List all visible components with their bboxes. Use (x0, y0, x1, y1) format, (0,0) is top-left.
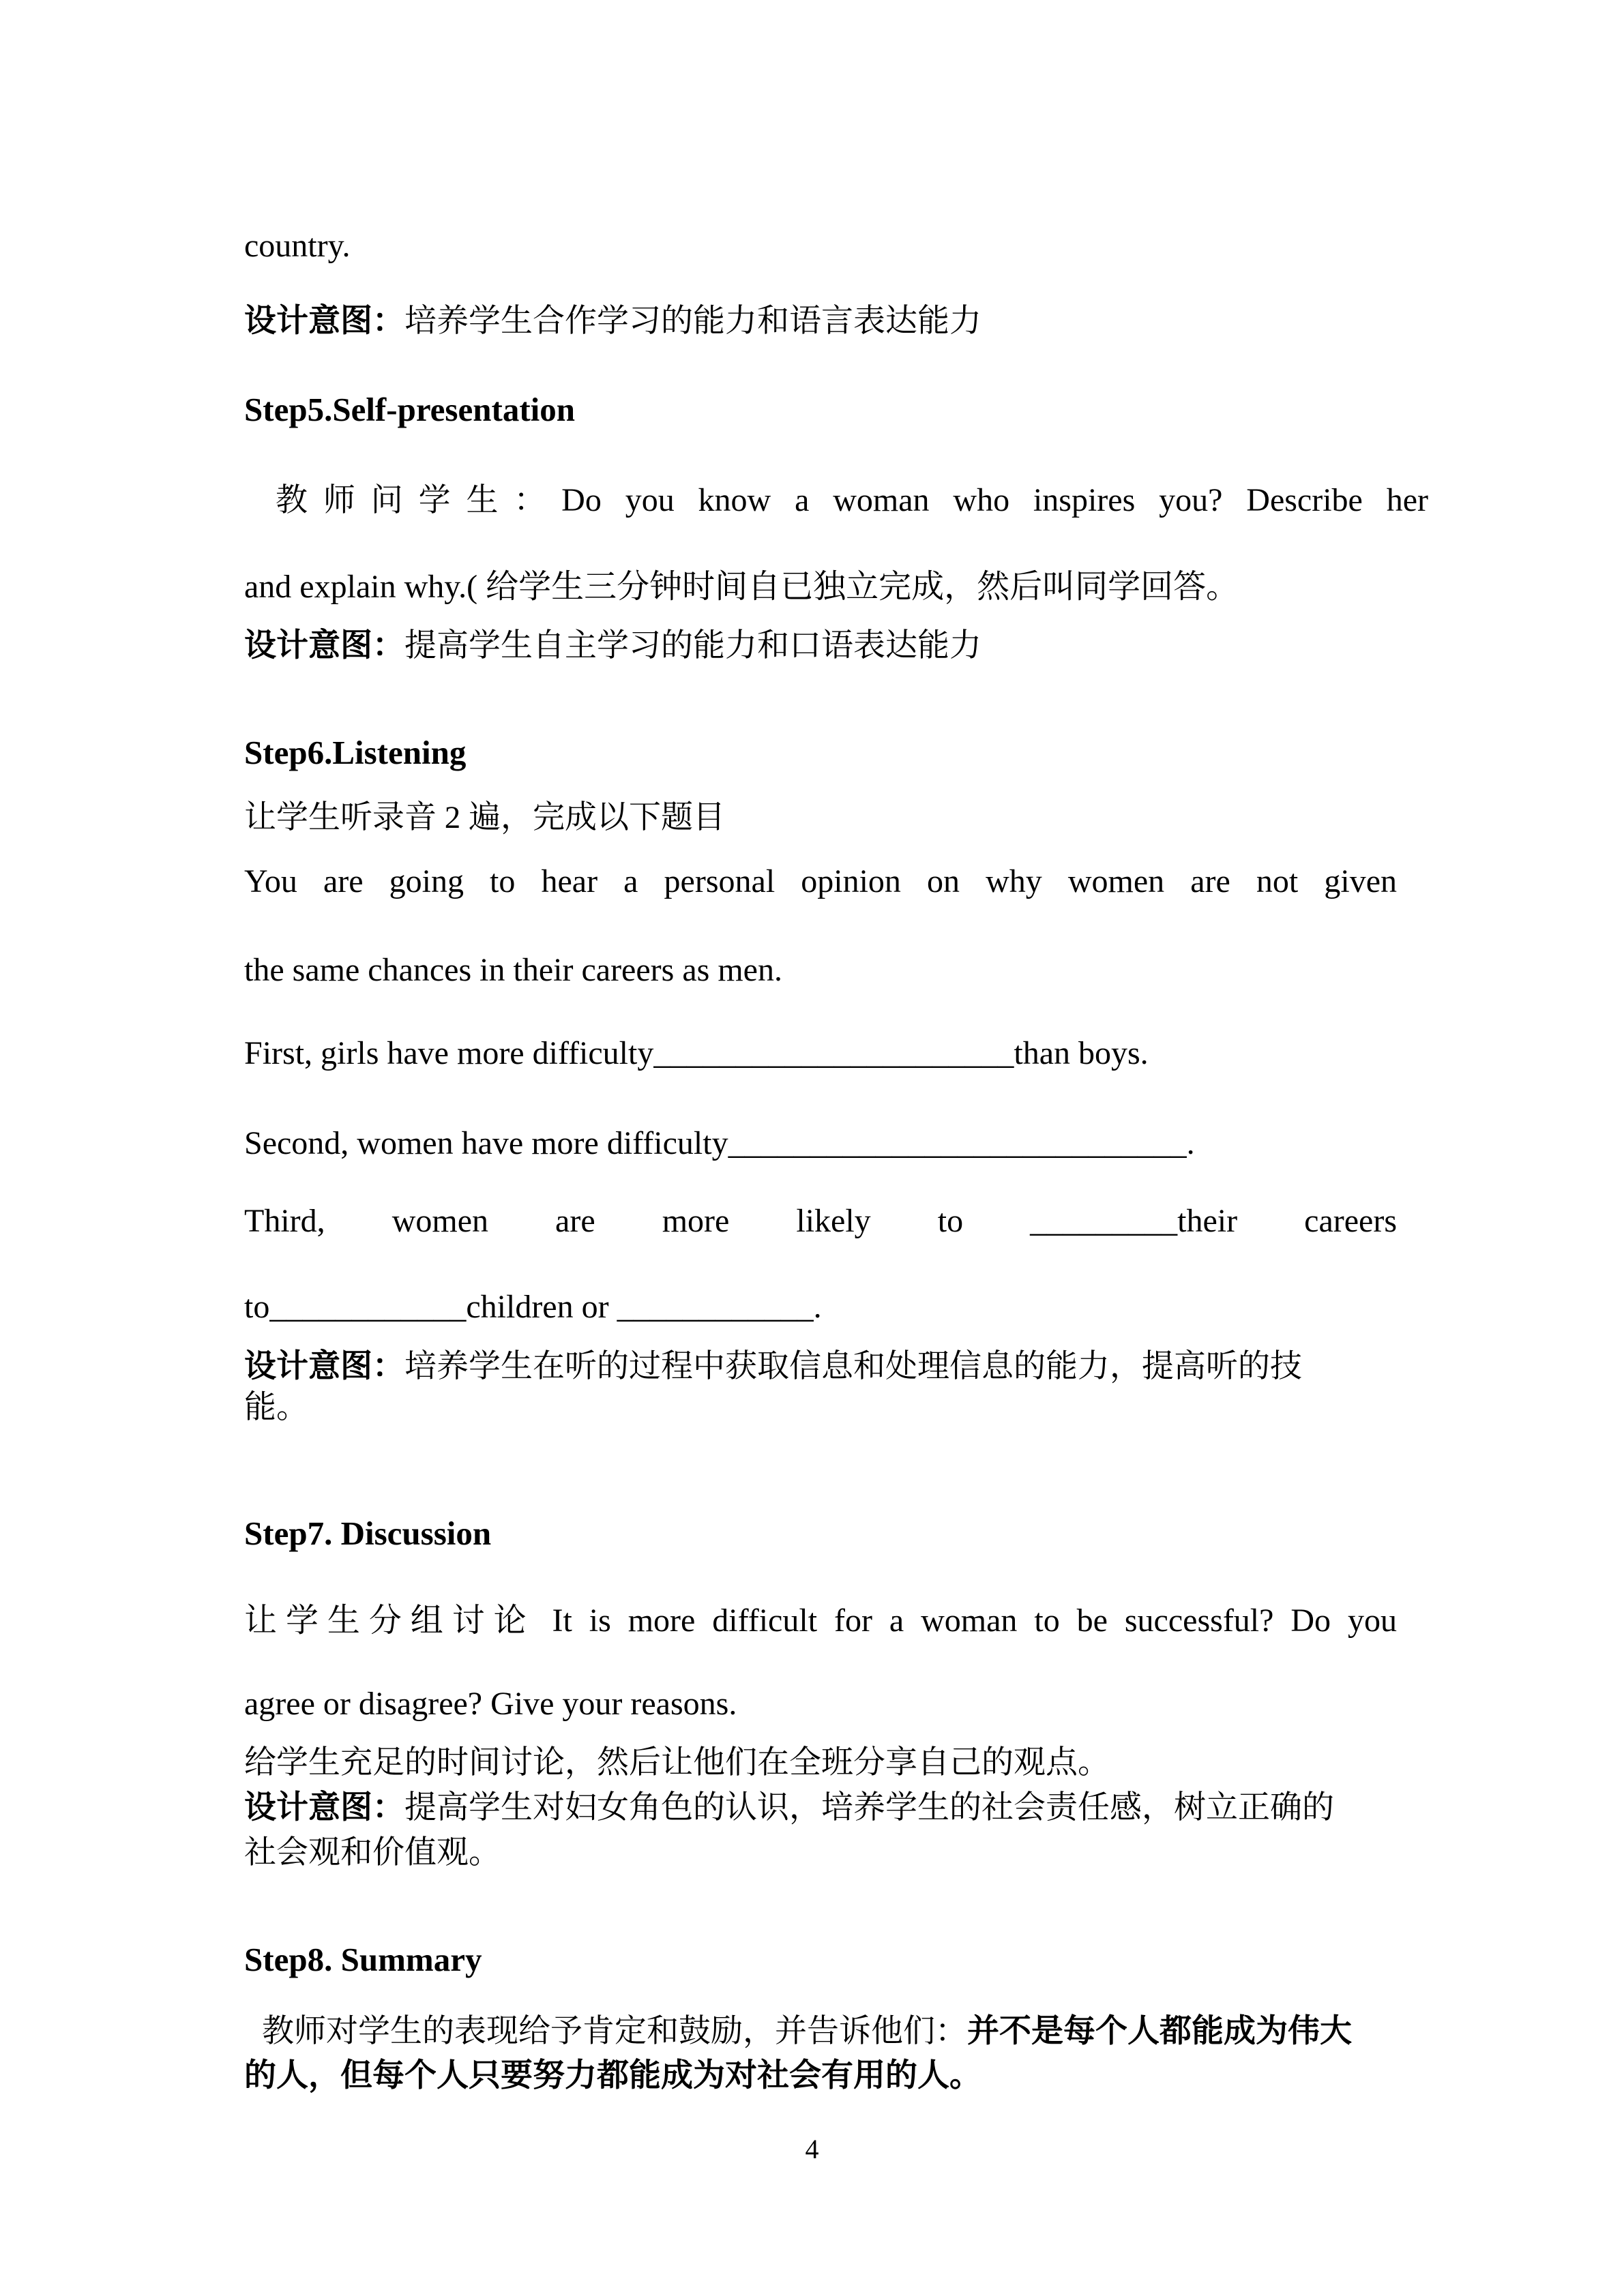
listening-question-3-line1: Third, women are more likely to _________their careers (244, 1203, 1397, 1239)
summary-regular-text: 教师对学生的表现给予肯定和鼓励，并告诉他们： (262, 2014, 967, 2049)
step5-prompt-cont-text: and explain why.( 给学生三分钟时间自已独立完成，然后叫同学回答。 (244, 569, 1239, 605)
step5-title: Step5.Self-presentation (244, 391, 575, 428)
design-intent-3-line2: 能。 (244, 1390, 308, 1425)
discussion-line3: 给学生充足的时间讨论，然后让他们在全班分享自己的观点。 (244, 1745, 1110, 1780)
page-number: 4 (805, 2134, 819, 2164)
listening-question-2 (244, 1124, 1397, 1163)
design-intent-label: 设计意图： (244, 628, 404, 664)
design-intent-label: 设计意图： (244, 1349, 404, 1384)
step5-prompt-continuation (244, 567, 1397, 607)
q1-blank: ______________________ (653, 1035, 1014, 1071)
step5-prompt-line (244, 481, 1428, 520)
listening-passage-line1: You are going to hear a personal opinion on why women are not given (244, 863, 1397, 899)
design-intent-label: 设计意图： (244, 1790, 404, 1825)
q1-text: First, girls have more difficulty (244, 1035, 654, 1071)
design-intent-text: 培养学生在听的过程中获取信息和处理信息的能力，提高听的技 (404, 1349, 1302, 1384)
country-text: country. (244, 228, 351, 264)
design-intent-2 (244, 626, 1397, 666)
discussion-line1: 让学生分组讨论 It is more difficult for a woman to be successful? Do you (244, 1602, 1397, 1639)
step8-title: Step8. Summary (244, 1941, 482, 1978)
listening-passage-line2: the same chances in their careers as men. (244, 952, 782, 988)
step7-title: Step7. Discussion (244, 1515, 492, 1552)
design-intent-4-line1 (244, 1788, 1397, 1828)
step5-prompt-english: Do you know a woman who inspires you? Describe her (561, 482, 1429, 518)
paragraph-country (244, 226, 1397, 266)
q1-text-after: than boys. (1014, 1035, 1149, 1071)
summary-bold-text: 并不是每个人都能成为伟大 (967, 2014, 1352, 2049)
q2-blank: ____________________________ (728, 1125, 1187, 1161)
step6-instruction: 让学生听录音 2 遍，完成以下题目 (244, 800, 725, 835)
listening-question-3-line2: to____________children or ____________. (244, 1289, 822, 1325)
design-intent-text: 培养学生合作学习的能力和语言表达能力 (404, 303, 981, 339)
step5-prompt-prefix: 教师问学生： (276, 483, 562, 518)
design-intent-3-line1 (244, 1347, 1397, 1386)
design-intent-text: 提高学生对妇女角色的认识，培养学生的社会责任感，树立正确的 (404, 1790, 1334, 1825)
design-intent-1 (244, 301, 1397, 341)
design-intent-label: 设计意图： (244, 303, 404, 339)
step6-title: Step6.Listening (244, 734, 467, 771)
design-intent-4-line2: 社会观和价值观。 (244, 1835, 501, 1870)
q2-text: Second, women have more difficulty (244, 1125, 728, 1161)
design-intent-text: 提高学生自主学习的能力和口语表达能力 (404, 628, 981, 664)
listening-question-1 (244, 1034, 1397, 1073)
q2-text-after: . (1186, 1125, 1195, 1161)
summary-line2: 的人，但每个人只要努力都能成为对社会有用的人。 (244, 2058, 981, 2093)
discussion-line2: agree or disagree? Give your reasons. (244, 1686, 737, 1722)
summary-line1 (244, 2012, 1415, 2051)
